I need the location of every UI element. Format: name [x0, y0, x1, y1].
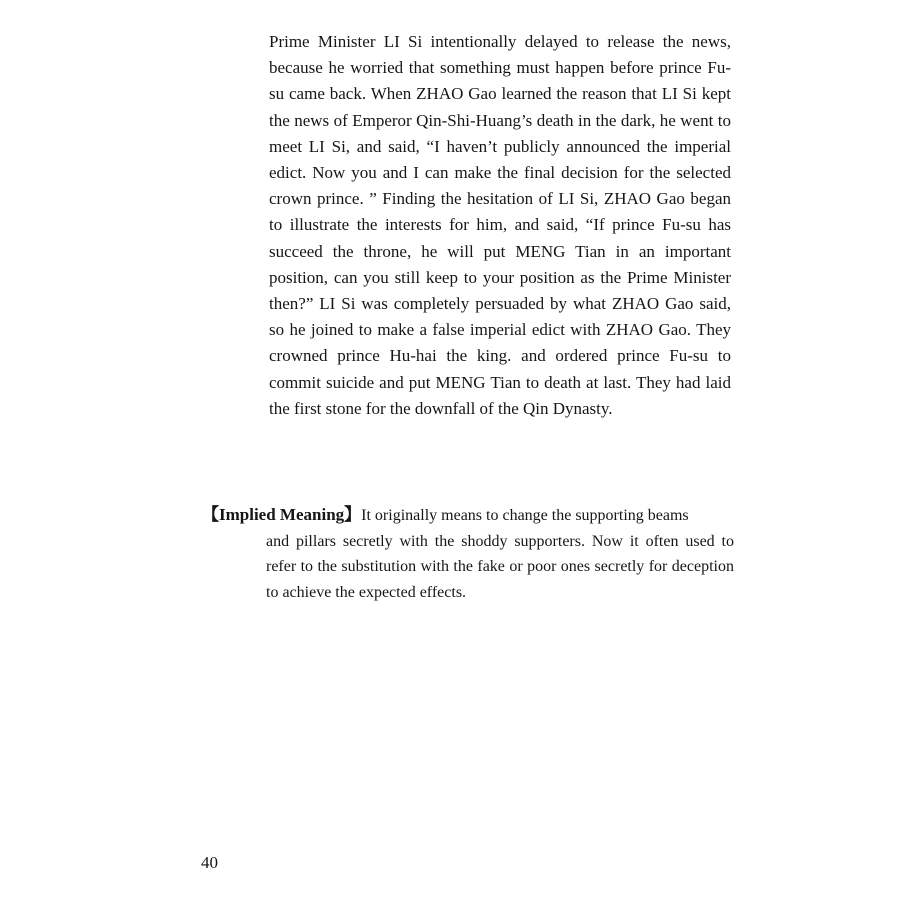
implied-meaning-opening-text: It originally means to change the supporting beams	[361, 507, 689, 524]
page-number: 40	[201, 853, 218, 872]
implied-meaning-section	[202, 502, 734, 606]
implied-meaning-heading: 【Implied Meaning】	[202, 505, 362, 524]
implied-meaning-first-line	[202, 502, 734, 529]
implied-meaning-body: and pillars secretly with the shoddy supporters. Now it often used to refer to the substitution with the fake or poor ones secretly for deception to achieve the expected effects.	[266, 532, 734, 602]
story-paragraph: Prime Minister LI Si intentionally delayed to release the news, because he worried that something must happen before prince Fu-su came back. When ZHAO Gao learned the reason that LI Si kept the news of Emperor Qin-Shi-Huang’s death in the dark, he went to meet LI Si, and said, “I haven’t publicly announced the imperial edict. Now you and I can make the final decision for the selected crown prince. ” Finding the hesitation of LI Si, ZHAO Gao began to illustrate the interests for him, and said, “If prince Fu-su has succeed the throne, he will put MENG Tian in an important position, can you still keep to your position as the Prime Minister then?” LI Si was completely persuaded by what ZHAO Gao said, so he joined to make a false imperial edict with ZHAO Gao. They crowned prince Hu-hai the king. and ordered prince Fu-su to commit suicide and put MENG Tian to death at last. They had laid the first stone for the downfall of the Qin Dynasty.	[269, 32, 731, 418]
